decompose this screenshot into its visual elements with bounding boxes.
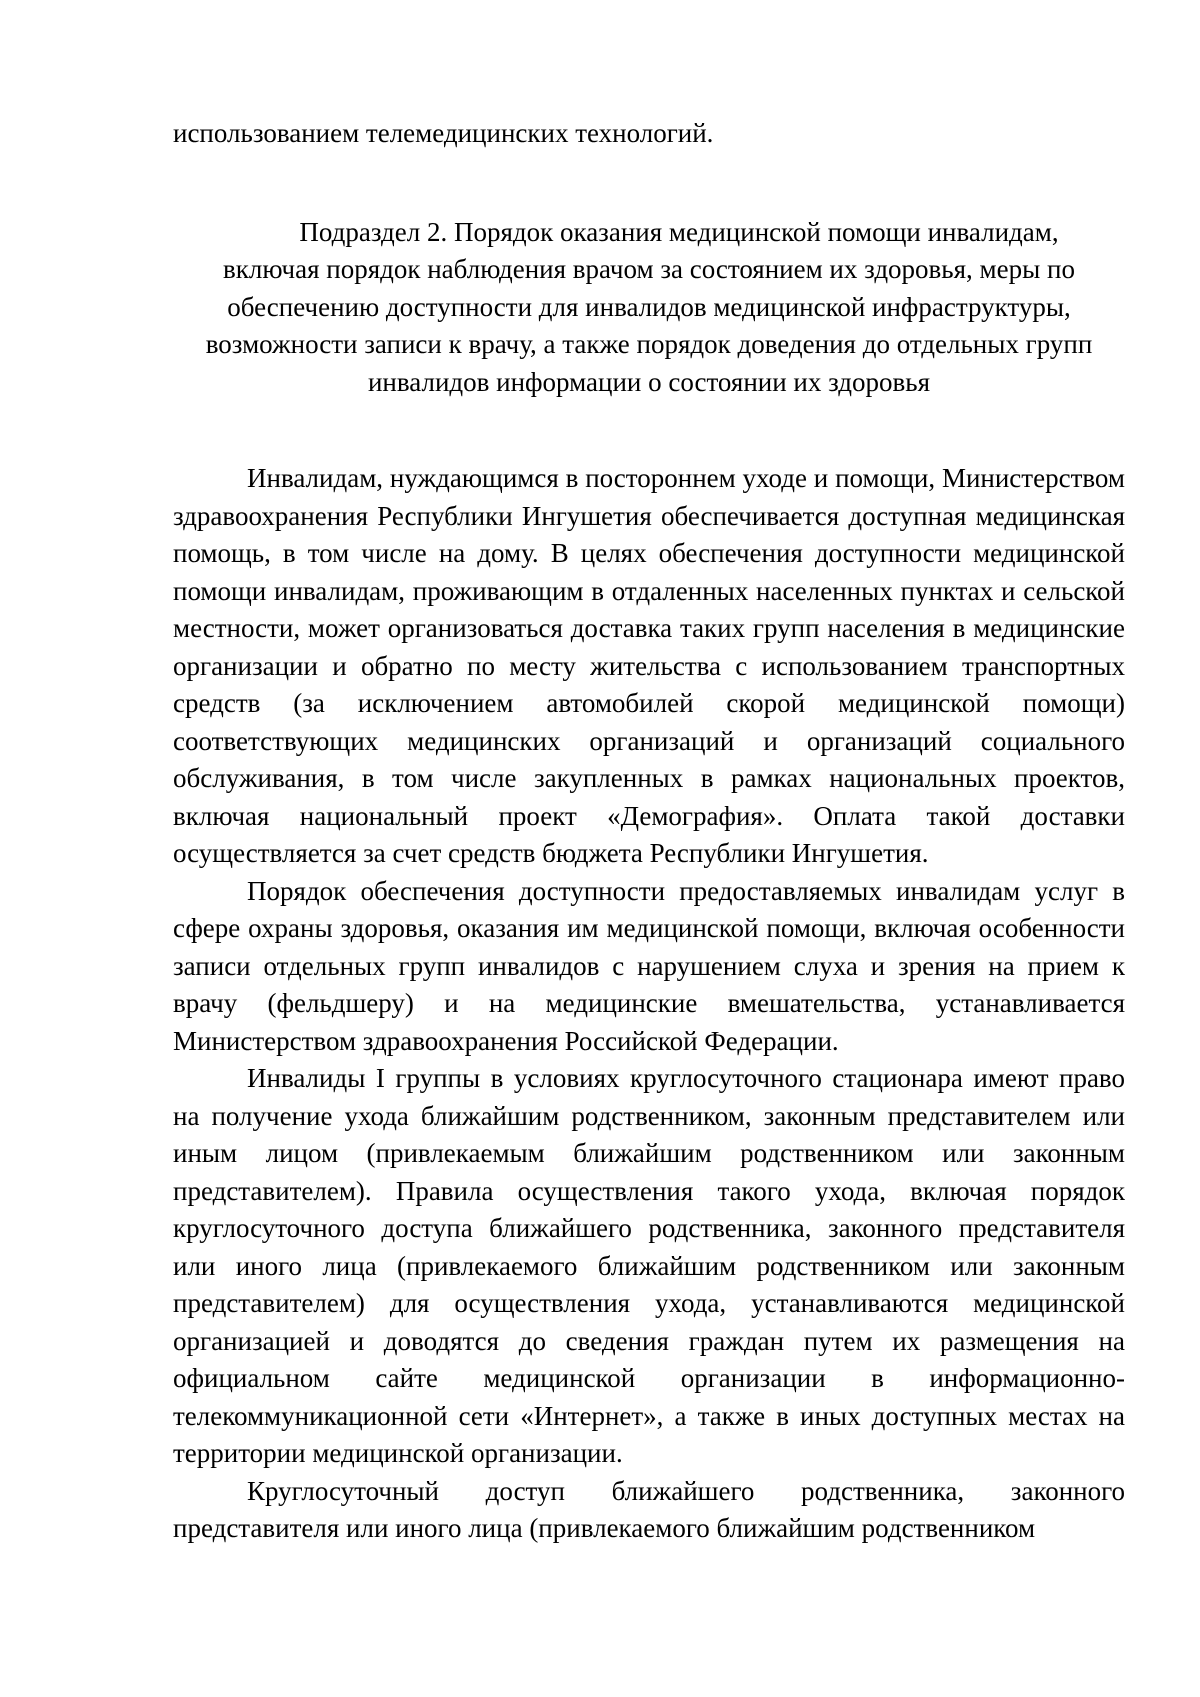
heading-line: обеспечению доступности для инвалидов медицинской инфраструктуры, (227, 291, 1071, 322)
heading-line: Подраздел 2. Порядок оказания медицинской помощи инвалидам, (299, 216, 1059, 247)
heading-line: инвалидов информации о состоянии их здоровья (367, 366, 931, 397)
heading-line: возможности записи к врачу, а также порядок доведения до отдельных групп (205, 329, 1093, 359)
heading-line: включая порядок наблюдения врачом за состоянием их здоровья, меры по (223, 254, 1075, 284)
continuation-line: использованием телемедицинских технологий. (173, 118, 714, 148)
paragraph: Инвалидам, нуждающимся в постороннем уходе и помощи, Министерством здравоохранения Республики Ингушетия обеспечивается доступная медицинская помощь, в том числе на дому. В целях обеспечения доступности медицинской помощи инвалидам, проживающим в отдаленных населенных пунктах и сельской местности, может организоваться доставка таких групп населения в медицинские организации и обратно по месту жительства с использованием транспортных средств (за исключением автомобилей скорой медицинской помощи) соответствующих медицинских организаций и организаций социального обслуживания, в том числе закупленных в рамках национальных проектов, включая национальный проект «Демография». Оплата такой доставки осуществляется за счет средств бюджета Республики Ингушетия. (173, 463, 1125, 868)
paragraph: Инвалиды I группы в условиях круглосуточного стационара имеют право на получение ухода ближайшим родственником, законным представителем или иным лицом (привлекаемым ближайшим родственником или законным представителем). Правила осуществления такого ухода, включая порядок круглосуточного доступа ближайшего родственника, законного представителя или иного лица (привлекаемого ближайшим родственником или законным представителем) для осуществления ухода, устанавливаются медицинской организацией и доводятся до сведения граждан путем их размещения на официальном сайте медицинской организации в информационно-телекоммуникационной сети «Интернет», а также в иных доступных местах на территории медицинской организации. (173, 1063, 1125, 1468)
paragraph: Порядок обеспечения доступности предоставляемых инвалидам услуг в сфере охраны здоровья, оказания им медицинской помощи, включая особенности записи отдельных групп инвалидов с нарушением слуха и зрения на прием к врачу (фельдшеру) и на медицинские вмешательства, устанавливается Министерством здравоохранения Российской Федерации. (173, 875, 1125, 1056)
subsection-heading (173, 214, 1125, 402)
page-content (173, 115, 1125, 1548)
paragraph: Круглосуточный доступ ближайшего родственника, законного представителя или иного лица (привлекаемого ближайшим родственником (173, 1475, 1125, 1543)
body-text (173, 460, 1125, 1548)
